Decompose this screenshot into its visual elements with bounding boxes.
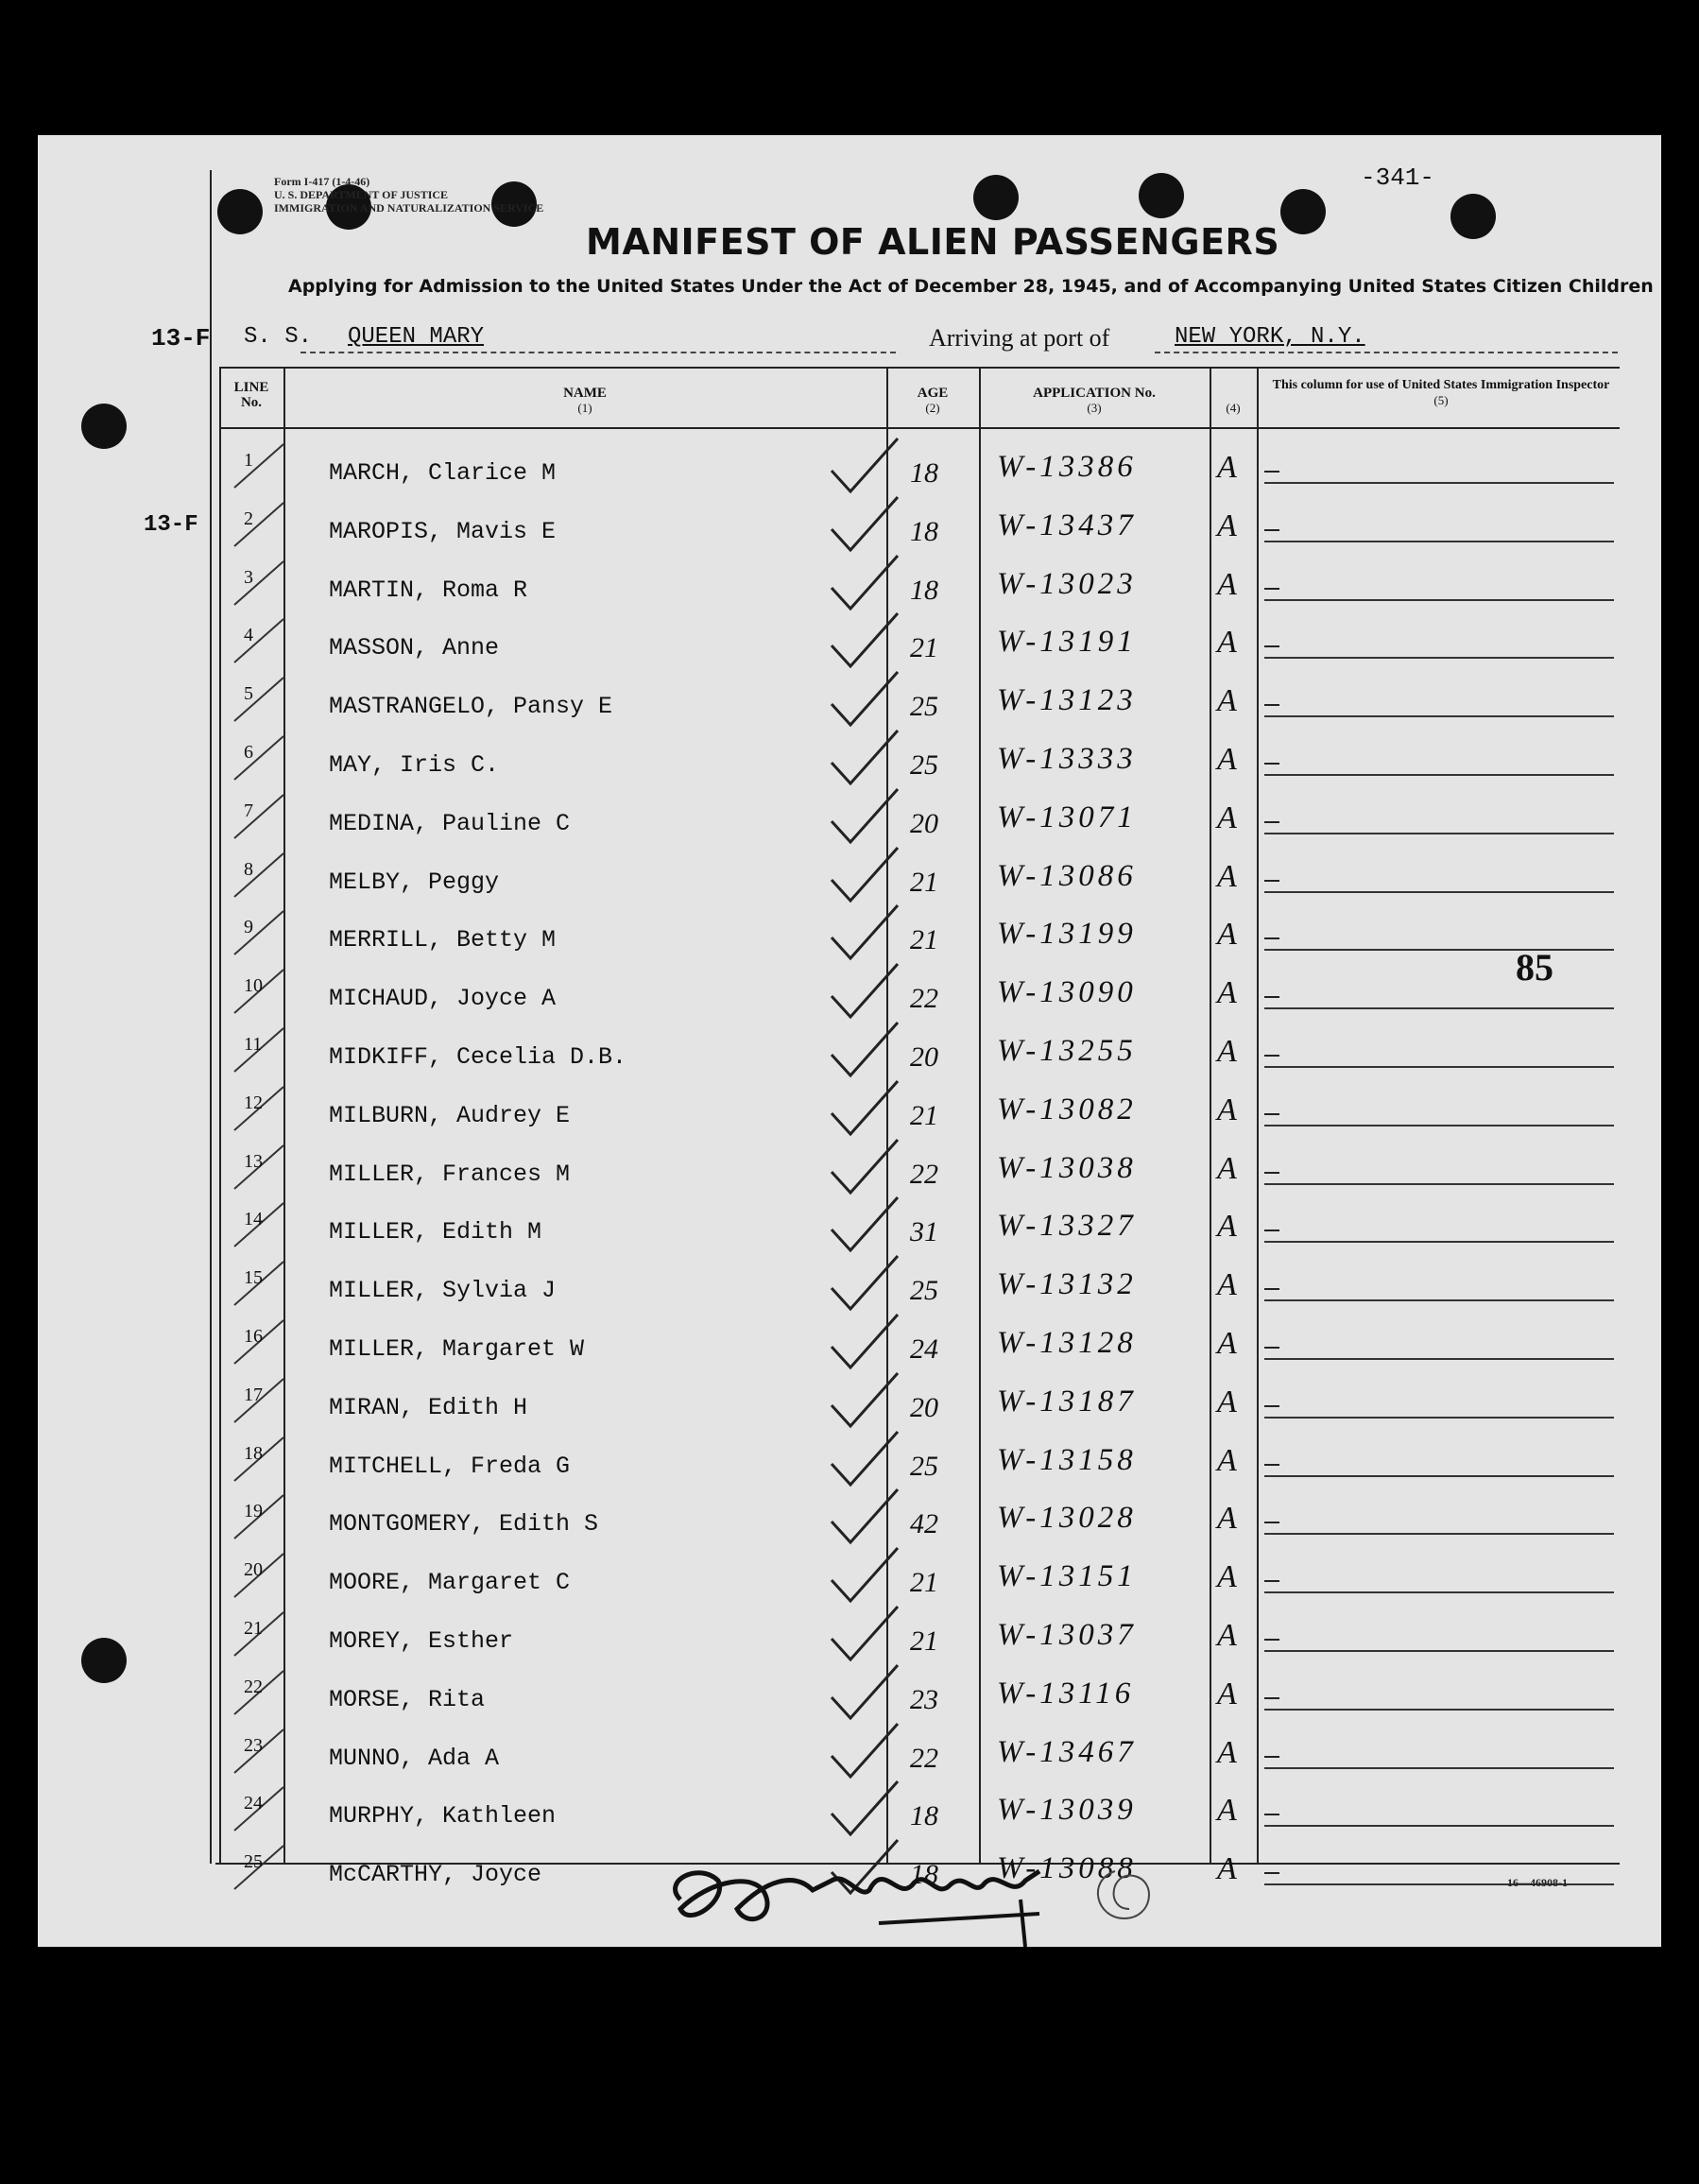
inspector-rule bbox=[1264, 1650, 1614, 1652]
table-row bbox=[217, 1147, 1621, 1205]
punch-hole bbox=[217, 189, 263, 234]
inspector-dash bbox=[1264, 1522, 1279, 1523]
header-inspector bbox=[1266, 378, 1616, 408]
line-number: 21 bbox=[244, 1618, 263, 1639]
passenger-age: 20 bbox=[910, 807, 938, 839]
passenger-name: MOORE, Margaret C bbox=[329, 1569, 571, 1597]
passenger-age: 18 bbox=[910, 457, 938, 489]
check-mark bbox=[822, 1776, 907, 1842]
punch-hole bbox=[1139, 173, 1184, 218]
port-label: Arriving at port of bbox=[929, 324, 1110, 352]
table-row bbox=[217, 797, 1621, 854]
inspector-rule bbox=[1264, 774, 1614, 776]
line-number: 20 bbox=[244, 1559, 263, 1581]
inspector-signature bbox=[643, 1843, 1210, 1956]
table-row bbox=[217, 1614, 1621, 1672]
ship-name: QUEEN MARY bbox=[348, 324, 485, 350]
passenger-age: 42 bbox=[910, 1508, 938, 1540]
check-mark bbox=[822, 1134, 907, 1200]
table-row bbox=[217, 1556, 1621, 1613]
application-number: W-13191 bbox=[997, 625, 1137, 660]
table-row bbox=[217, 1789, 1621, 1847]
check-slash-mark bbox=[227, 848, 293, 904]
inspector-rule bbox=[1264, 1709, 1614, 1711]
inspector-dash bbox=[1264, 1230, 1279, 1231]
port-name: NEW YORK, N.Y. bbox=[1175, 324, 1365, 350]
form-header bbox=[274, 175, 543, 215]
check-mark bbox=[822, 958, 907, 1024]
line-number: 18 bbox=[244, 1442, 263, 1464]
check-slash-mark bbox=[227, 497, 293, 554]
check-mark bbox=[822, 491, 907, 558]
header-inspector-label: This column for use of United States Immigration Inspector bbox=[1272, 378, 1610, 392]
passenger-age: 23 bbox=[910, 1683, 938, 1715]
application-number: W-13158 bbox=[997, 1442, 1137, 1477]
check-mark bbox=[822, 1659, 907, 1726]
header-age-num: (2) bbox=[925, 401, 940, 415]
inspector-rule bbox=[1264, 1767, 1614, 1769]
table-row bbox=[217, 621, 1621, 679]
check-slash-mark bbox=[227, 439, 293, 495]
line-number: 16 bbox=[244, 1326, 263, 1347]
table-row bbox=[217, 1205, 1621, 1263]
punch-hole bbox=[1280, 189, 1326, 234]
header-application-label: APPLICATION No. bbox=[1033, 386, 1156, 401]
punch-hole bbox=[81, 1638, 127, 1683]
line-number: 5 bbox=[244, 683, 253, 705]
inspector-rule bbox=[1264, 1417, 1614, 1419]
class-code: A bbox=[1217, 625, 1237, 661]
check-mark bbox=[822, 1309, 907, 1375]
passenger-age: 18 bbox=[910, 1800, 938, 1832]
inspector-rule bbox=[1264, 715, 1614, 717]
application-number: W-13023 bbox=[997, 566, 1137, 601]
table-row bbox=[217, 679, 1621, 737]
passenger-name: MELBY, Peggy bbox=[329, 868, 500, 896]
application-number: W-13038 bbox=[997, 1150, 1137, 1185]
inspector-dash bbox=[1264, 1405, 1279, 1407]
inspector-rule bbox=[1264, 949, 1614, 951]
passenger-age: 20 bbox=[910, 1041, 938, 1073]
header-name-label: NAME bbox=[563, 386, 607, 401]
inspector-rule bbox=[1264, 1475, 1614, 1477]
check-mark bbox=[822, 1542, 907, 1608]
check-mark bbox=[822, 1017, 907, 1083]
table-row bbox=[217, 1381, 1621, 1438]
inspector-rule bbox=[1264, 1125, 1614, 1126]
class-code: A bbox=[1217, 1501, 1237, 1537]
line-number: 13 bbox=[244, 1150, 263, 1172]
ship-underline bbox=[300, 352, 896, 353]
passenger-name: MAY, Iris C. bbox=[329, 751, 500, 779]
check-slash-mark bbox=[227, 789, 293, 846]
ship-info bbox=[244, 324, 1619, 351]
line-number: 19 bbox=[244, 1501, 263, 1522]
application-number: W-13386 bbox=[997, 450, 1137, 484]
line-number: 22 bbox=[244, 1676, 263, 1697]
line-number: 23 bbox=[244, 1734, 263, 1756]
application-number: W-13071 bbox=[997, 800, 1137, 834]
passenger-age: 20 bbox=[910, 1391, 938, 1423]
check-mark bbox=[822, 783, 907, 850]
passenger-age: 25 bbox=[910, 691, 938, 723]
check-mark bbox=[822, 900, 907, 966]
passenger-age: 21 bbox=[910, 1099, 938, 1131]
inspector-dash bbox=[1264, 1580, 1279, 1582]
application-number: W-13037 bbox=[997, 1618, 1137, 1652]
check-mark bbox=[822, 1367, 907, 1434]
class-code: A bbox=[1217, 1267, 1237, 1303]
class-code: A bbox=[1217, 742, 1237, 777]
table-row bbox=[217, 1731, 1621, 1789]
header-age bbox=[886, 386, 979, 416]
table-row bbox=[217, 1673, 1621, 1730]
class-code: A bbox=[1217, 683, 1237, 719]
check-mark bbox=[822, 666, 907, 732]
inspector-dash bbox=[1264, 588, 1279, 590]
inspector-rule bbox=[1264, 1591, 1614, 1593]
passenger-name: MASSON, Anne bbox=[329, 634, 500, 662]
class-code: A bbox=[1217, 1034, 1237, 1069]
class-code: A bbox=[1217, 1326, 1237, 1361]
page-number: -341- bbox=[1361, 163, 1435, 192]
inspector-dash bbox=[1264, 996, 1279, 998]
check-mark bbox=[822, 1192, 907, 1258]
application-number: W-13028 bbox=[997, 1501, 1137, 1536]
table-row bbox=[217, 563, 1621, 621]
check-mark bbox=[822, 1075, 907, 1142]
class-code: A bbox=[1217, 975, 1237, 1011]
inspector-dash bbox=[1264, 704, 1279, 706]
passenger-age: 22 bbox=[910, 1158, 938, 1190]
check-mark bbox=[822, 842, 907, 908]
inspector-dash bbox=[1264, 1756, 1279, 1758]
table-row bbox=[217, 1497, 1621, 1555]
application-number: W-13088 bbox=[997, 1851, 1137, 1886]
passenger-name: MICHAUD, Joyce A bbox=[329, 985, 557, 1013]
class-code: A bbox=[1217, 1618, 1237, 1653]
passenger-age: 22 bbox=[910, 1742, 938, 1774]
port-underline bbox=[1155, 352, 1618, 353]
passenger-name: MEDINA, Pauline C bbox=[329, 809, 571, 837]
line-number: 15 bbox=[244, 1267, 263, 1289]
table-row bbox=[217, 1439, 1621, 1497]
passenger-age: 18 bbox=[910, 574, 938, 606]
class-code: A bbox=[1217, 1092, 1237, 1127]
inspector-dash bbox=[1264, 821, 1279, 823]
passenger-age: 25 bbox=[910, 1450, 938, 1482]
passenger-name: MURPHY, Kathleen bbox=[329, 1802, 557, 1831]
line-number: 14 bbox=[244, 1209, 263, 1230]
passenger-age: 21 bbox=[910, 1567, 938, 1599]
application-number: W-13467 bbox=[997, 1734, 1137, 1769]
application-number: W-13327 bbox=[997, 1209, 1137, 1244]
form-header-line: IMMIGRATION AND NATURALIZATION SERVICE bbox=[274, 201, 544, 215]
inspector-dash bbox=[1264, 529, 1279, 531]
margin-mark-top: 13-F bbox=[151, 324, 211, 353]
inspector-rule bbox=[1264, 1007, 1614, 1009]
line-number: 17 bbox=[244, 1384, 263, 1405]
table-row bbox=[217, 505, 1621, 562]
application-number: W-13090 bbox=[997, 975, 1137, 1010]
inspector-rule bbox=[1264, 1183, 1614, 1185]
class-code: A bbox=[1217, 1150, 1237, 1186]
line-number: 7 bbox=[244, 800, 253, 821]
ship-label: S. S. bbox=[244, 324, 313, 350]
application-number: W-13116 bbox=[997, 1676, 1135, 1711]
table-row bbox=[217, 446, 1621, 504]
application-number: W-13151 bbox=[997, 1559, 1137, 1594]
check-slash-mark bbox=[227, 731, 293, 787]
passenger-name: MILLER, Edith M bbox=[329, 1218, 542, 1247]
class-code: A bbox=[1217, 1734, 1237, 1770]
table-header-rule bbox=[219, 427, 1620, 429]
inspector-dash bbox=[1264, 471, 1279, 473]
inspector-dash bbox=[1264, 645, 1279, 647]
check-mark bbox=[822, 725, 907, 791]
inspector-rule bbox=[1264, 657, 1614, 659]
passenger-name: MILLER, Margaret W bbox=[329, 1335, 585, 1363]
class-code: A bbox=[1217, 1676, 1237, 1711]
inspector-rule bbox=[1264, 541, 1614, 542]
line-number: 25 bbox=[244, 1851, 263, 1873]
check-slash-mark bbox=[227, 905, 293, 962]
punch-hole bbox=[1450, 194, 1496, 239]
check-mark bbox=[822, 550, 907, 616]
passenger-age: 25 bbox=[910, 749, 938, 781]
passenger-name: MITCHELL, Freda G bbox=[329, 1452, 571, 1480]
passenger-age: 18 bbox=[910, 515, 938, 547]
application-number: W-13199 bbox=[997, 917, 1137, 952]
class-code: A bbox=[1217, 1442, 1237, 1478]
class-code: A bbox=[1217, 1559, 1237, 1595]
passenger-name: MUNNO, Ada A bbox=[329, 1744, 500, 1772]
line-number: 12 bbox=[244, 1092, 263, 1113]
line-number: 9 bbox=[244, 917, 253, 938]
passenger-name: McCARTHY, Joyce bbox=[329, 1861, 542, 1889]
header-name bbox=[283, 386, 886, 416]
passenger-age: 21 bbox=[910, 1625, 938, 1657]
passenger-name: MIRAN, Edith H bbox=[329, 1393, 528, 1421]
table-row bbox=[217, 1089, 1621, 1146]
page-subtitle: Applying for Admission to the United States Under the Act of December 28, 1945, and of Accompanying United States Citizen Children bbox=[288, 276, 1654, 297]
inspector-dash bbox=[1264, 1814, 1279, 1815]
check-mark bbox=[822, 1718, 907, 1784]
inspector-rule bbox=[1264, 1066, 1614, 1068]
passenger-age: 21 bbox=[910, 924, 938, 956]
passenger-age: 18 bbox=[910, 1859, 938, 1891]
form-header-line: Form I-417 (1-4-46) bbox=[274, 175, 370, 188]
header-col4 bbox=[1210, 401, 1257, 416]
header-name-num: (1) bbox=[577, 401, 592, 415]
inspector-rule bbox=[1264, 833, 1614, 834]
line-number: 4 bbox=[244, 625, 253, 646]
passenger-name: MAROPIS, Mavis E bbox=[329, 517, 557, 545]
inspector-dash bbox=[1264, 1288, 1279, 1290]
header-col4-num: (4) bbox=[1226, 401, 1241, 415]
class-code: A bbox=[1217, 1384, 1237, 1419]
passenger-age: 24 bbox=[910, 1333, 938, 1365]
class-code: A bbox=[1217, 1209, 1237, 1245]
margin-mark-side: 13-F bbox=[144, 512, 198, 538]
header-line-no-label: LINE No. bbox=[233, 380, 269, 410]
passenger-age: 25 bbox=[910, 1275, 938, 1307]
check-slash-mark bbox=[227, 556, 293, 612]
passenger-age: 21 bbox=[910, 866, 938, 898]
class-code: A bbox=[1217, 1793, 1237, 1829]
passenger-age: 21 bbox=[910, 632, 938, 664]
header-application bbox=[979, 386, 1210, 416]
inspector-rule bbox=[1264, 1299, 1614, 1301]
header-line-no bbox=[223, 380, 280, 410]
form-code: 16—46908-1 bbox=[1507, 1876, 1568, 1889]
passenger-name: MARTIN, Roma R bbox=[329, 576, 528, 604]
class-code: A bbox=[1217, 566, 1237, 602]
class-code: A bbox=[1217, 917, 1237, 953]
check-mark bbox=[822, 1601, 907, 1667]
application-number: W-13187 bbox=[997, 1384, 1137, 1419]
check-mark bbox=[822, 1426, 907, 1492]
check-mark bbox=[822, 1250, 907, 1316]
check-slash-mark bbox=[227, 613, 293, 670]
application-number: W-13123 bbox=[997, 683, 1137, 718]
application-number: W-13086 bbox=[997, 858, 1137, 893]
class-code: A bbox=[1217, 1851, 1237, 1887]
passenger-age: 31 bbox=[910, 1216, 938, 1248]
punch-hole bbox=[973, 175, 1019, 220]
application-number: W-13039 bbox=[997, 1793, 1137, 1828]
header-age-label: AGE bbox=[917, 386, 949, 401]
punch-hole bbox=[81, 404, 127, 449]
table-row bbox=[217, 972, 1621, 1029]
check-mark bbox=[822, 608, 907, 674]
inspector-rule bbox=[1264, 482, 1614, 484]
inspector-rule bbox=[1264, 1358, 1614, 1360]
line-number: 10 bbox=[244, 975, 263, 997]
line-number: 2 bbox=[244, 507, 253, 529]
table-row bbox=[217, 738, 1621, 796]
check-mark bbox=[822, 1484, 907, 1550]
passenger-name: MORSE, Rita bbox=[329, 1685, 486, 1713]
class-code: A bbox=[1217, 858, 1237, 894]
passenger-name: MILLER, Sylvia J bbox=[329, 1277, 557, 1305]
inspector-dash bbox=[1264, 937, 1279, 939]
header-inspector-num: (5) bbox=[1433, 393, 1449, 407]
table-top-rule bbox=[219, 367, 1620, 369]
inspector-dash bbox=[1264, 1639, 1279, 1641]
form-header-line: U. S. DEPARTMENT OF JUSTICE bbox=[274, 188, 449, 201]
inspector-dash bbox=[1264, 763, 1279, 765]
table-row bbox=[217, 855, 1621, 913]
inspector-rule bbox=[1264, 891, 1614, 893]
line-number: 8 bbox=[244, 858, 253, 880]
inspector-dash bbox=[1264, 880, 1279, 882]
inspector-note: 85 bbox=[1516, 946, 1553, 989]
class-code: A bbox=[1217, 800, 1237, 835]
check-slash-mark bbox=[227, 672, 293, 729]
inspector-rule bbox=[1264, 1533, 1614, 1535]
table-row bbox=[217, 1030, 1621, 1088]
inspector-dash bbox=[1264, 1697, 1279, 1699]
inspector-dash bbox=[1264, 1872, 1279, 1874]
passenger-name: MASTRANGELO, Pansy E bbox=[329, 693, 613, 721]
passenger-name: MOREY, Esther bbox=[329, 1627, 514, 1655]
passenger-name: MILBURN, Audrey E bbox=[329, 1101, 571, 1129]
passenger-name: MIDKIFF, Cecelia D.B. bbox=[329, 1043, 627, 1071]
class-code: A bbox=[1217, 450, 1237, 485]
line-number: 3 bbox=[244, 566, 253, 588]
header-application-num: (3) bbox=[1087, 401, 1102, 415]
application-number: W-13333 bbox=[997, 742, 1137, 776]
inspector-dash bbox=[1264, 1347, 1279, 1349]
inspector-rule bbox=[1264, 599, 1614, 601]
passenger-name: MONTGOMERY, Edith S bbox=[329, 1510, 599, 1539]
line-number: 11 bbox=[244, 1034, 263, 1055]
line-number: 6 bbox=[244, 742, 253, 763]
passenger-name: MERRILL, Betty M bbox=[329, 926, 557, 954]
check-mark bbox=[822, 433, 907, 499]
line-number: 24 bbox=[244, 1793, 263, 1814]
inspector-dash bbox=[1264, 1464, 1279, 1466]
inspector-rule bbox=[1264, 1241, 1614, 1243]
passenger-name: MARCH, Clarice M bbox=[329, 459, 557, 487]
line-number: 1 bbox=[244, 450, 253, 471]
page-title: MANIFEST OF ALIEN PASSENGERS bbox=[586, 221, 1280, 263]
application-number: W-13437 bbox=[997, 507, 1137, 542]
application-number: W-13255 bbox=[997, 1034, 1137, 1068]
passenger-age: 22 bbox=[910, 983, 938, 1015]
application-number: W-13128 bbox=[997, 1326, 1137, 1360]
passenger-name: MILLER, Frances M bbox=[329, 1160, 571, 1188]
class-code: A bbox=[1217, 507, 1237, 543]
left-rule bbox=[210, 170, 212, 1864]
application-number: W-13132 bbox=[997, 1267, 1137, 1302]
table-row bbox=[217, 1322, 1621, 1380]
table-row bbox=[217, 913, 1621, 971]
inspector-dash bbox=[1264, 1113, 1279, 1115]
table-row bbox=[217, 1264, 1621, 1321]
application-number: W-13082 bbox=[997, 1092, 1137, 1126]
inspector-dash bbox=[1264, 1172, 1279, 1174]
inspector-rule bbox=[1264, 1825, 1614, 1827]
inspector-dash bbox=[1264, 1055, 1279, 1057]
